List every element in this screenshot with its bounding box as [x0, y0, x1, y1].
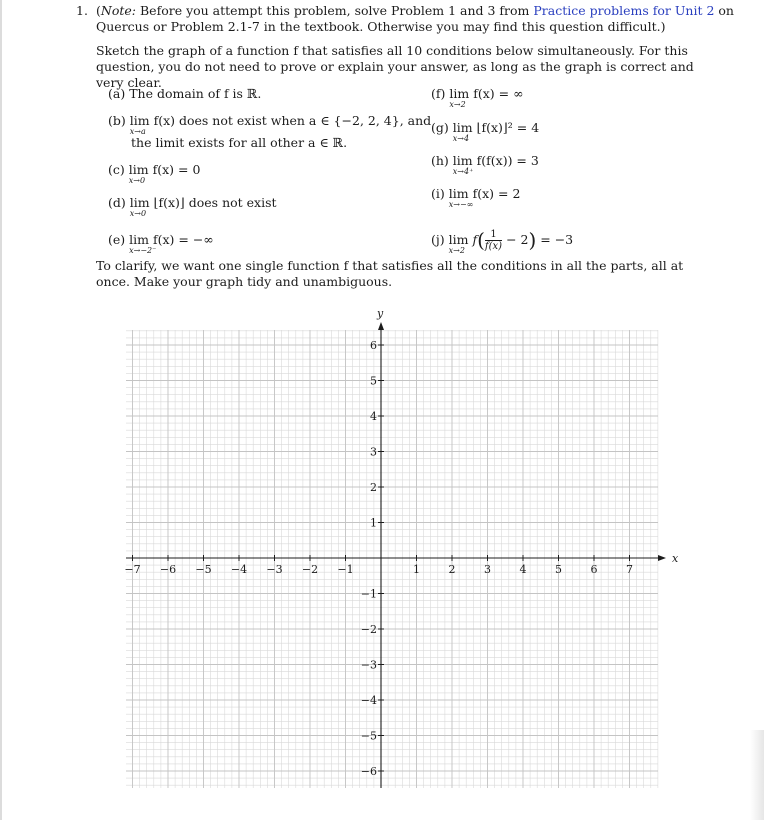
x-tick-label: −1 [337, 563, 354, 576]
condition-j-denominator: f(x) [484, 241, 503, 252]
x-tick-label: −2 [301, 563, 319, 576]
x-tick-label: 4 [519, 563, 527, 576]
condition-j-f: f [472, 232, 478, 247]
x-axis-label: x [672, 552, 679, 565]
condition-g-text: ⌊f(x)⌋² = 4 [476, 120, 540, 135]
condition-j-sub: x→2 [448, 246, 465, 255]
condition-f-sub: x→2 [449, 100, 466, 109]
condition-i-lim: lim x→−∞ [449, 186, 469, 201]
note-line-2: Quercus or Problem 2.1-7 in the textbook. Otherwise you may find this question difficult.) [96, 19, 666, 34]
x-tick-label: 5 [555, 563, 562, 576]
condition-d-label: (d) [108, 195, 126, 210]
y-axis-arrow [378, 322, 384, 330]
x-axis-arrow [658, 555, 666, 561]
y-tick-label: −5 [360, 729, 377, 743]
note-label: Note: [100, 3, 136, 18]
condition-e-lim: lim x→−2⁻ [129, 232, 149, 247]
y-tick-label: 1 [370, 516, 377, 530]
x-tick-label: 1 [413, 563, 420, 576]
condition-j: (j) lim x→2 f( $\frac{1}{f(x)}$ − 2) = −3 [431, 229, 573, 252]
y-tick-label: 3 [370, 445, 377, 459]
y-tick-label: −2 [360, 623, 377, 636]
y-tick-label: −1 [360, 587, 377, 601]
condition-b-text: f(x) does not exist when a ∈ {−2, 2, 4}, and [153, 113, 432, 128]
condition-i-text: f(x) = 2 [472, 186, 521, 201]
x-tick-label: 3 [484, 563, 491, 576]
y-tick-label: 2 [370, 481, 377, 494]
condition-c-lim: lim x→0 [129, 162, 149, 177]
intro-paragraph: Sketch the graph of a function f that satisfies all 10 conditions below simultaneously. For this question, you do not need to prove or explain your answer, as long as the graph is correct and very clear. [96, 43, 694, 90]
condition-d-text: ⌊f(x)⌋ does not exist [153, 195, 277, 210]
y-axis-label: y [377, 307, 384, 320]
condition-c-label: (c) [108, 162, 125, 177]
clarify-paragraph: To clarify, we want one single function f that satisfies all the conditions in all the parts, all at once. Make your graph tidy and unambiguous. [96, 258, 684, 289]
condition-h-lim: lim x→4⁺ [453, 153, 473, 168]
x-tick-label: −6 [159, 563, 177, 576]
y-tick-label: −4 [360, 694, 377, 707]
condition-d-lim: lim x→0 [130, 195, 150, 210]
y-tick-label: −3 [360, 658, 377, 672]
condition-f-lim: lim x→2 [449, 86, 469, 101]
condition-g-lim: lim x→4 [453, 120, 473, 135]
condition-h-label: (h) [431, 153, 449, 168]
x-tick-label: −7 [124, 563, 141, 576]
condition-i-sub: x→−∞ [448, 200, 474, 209]
x-tick-label: −3 [266, 563, 283, 576]
practice-problems-link[interactable]: Practice problems for Unit 2 [533, 3, 715, 18]
y-tick-label: 4 [370, 410, 377, 423]
condition-f-text: f(x) = ∞ [473, 86, 524, 101]
note-text: Before you attempt this problem, solve Problem 1 and 3 from [139, 3, 530, 18]
condition-f-label: (f) [431, 86, 446, 101]
condition-b-lim: lim x→a [130, 113, 150, 128]
condition-e-sub: x→−2⁻ [129, 246, 157, 255]
condition-j-minus-two: − 2 [506, 232, 529, 247]
problem-number: 1. [76, 3, 88, 18]
condition-j-label: (j) [431, 232, 445, 247]
condition-b-label: (b) [108, 113, 126, 128]
condition-i-label: (i) [431, 186, 445, 201]
condition-g-sub: x→4 [452, 134, 470, 143]
condition-c-text: f(x) = 0 [152, 162, 201, 177]
y-tick-label: −6 [360, 765, 377, 778]
condition-h-text: f(f(x)) = 3 [476, 153, 539, 168]
condition-d-sub: x→0 [129, 209, 147, 218]
condition-e-label: (e) [108, 232, 126, 247]
condition-g-label: (g) [431, 120, 449, 135]
y-tick-label: 6 [370, 339, 377, 352]
condition-a-text: The domain of f is ℝ. [129, 86, 262, 101]
condition-e-text: f(x) = −∞ [152, 232, 214, 247]
condition-b-cont: the limit exists for all other a ∈ ℝ. [131, 135, 348, 150]
note-line-1: 1. (Note: Before you attempt this problem, solve Problem 1 and 3 from Practice problems for Unit 2 on [76, 3, 734, 18]
x-tick-label: 6 [590, 563, 598, 576]
condition-j-result: = −3 [540, 232, 574, 247]
condition-j-lim: lim x→2 [449, 232, 469, 247]
condition-c-sub: x→0 [128, 176, 146, 185]
note-text-on: on [718, 3, 734, 18]
condition-j-numerator: 1 [485, 229, 502, 241]
y-tick-label: 5 [370, 374, 377, 388]
condition-h-sub: x→4⁺ [452, 167, 474, 176]
x-tick-label: −4 [230, 563, 248, 576]
condition-a-label: (a) [108, 86, 126, 101]
x-tick-label: 7 [626, 563, 633, 576]
condition-b-sub: x→a [129, 127, 146, 136]
x-tick-label: 2 [448, 563, 456, 576]
x-tick-label: −5 [195, 563, 212, 576]
